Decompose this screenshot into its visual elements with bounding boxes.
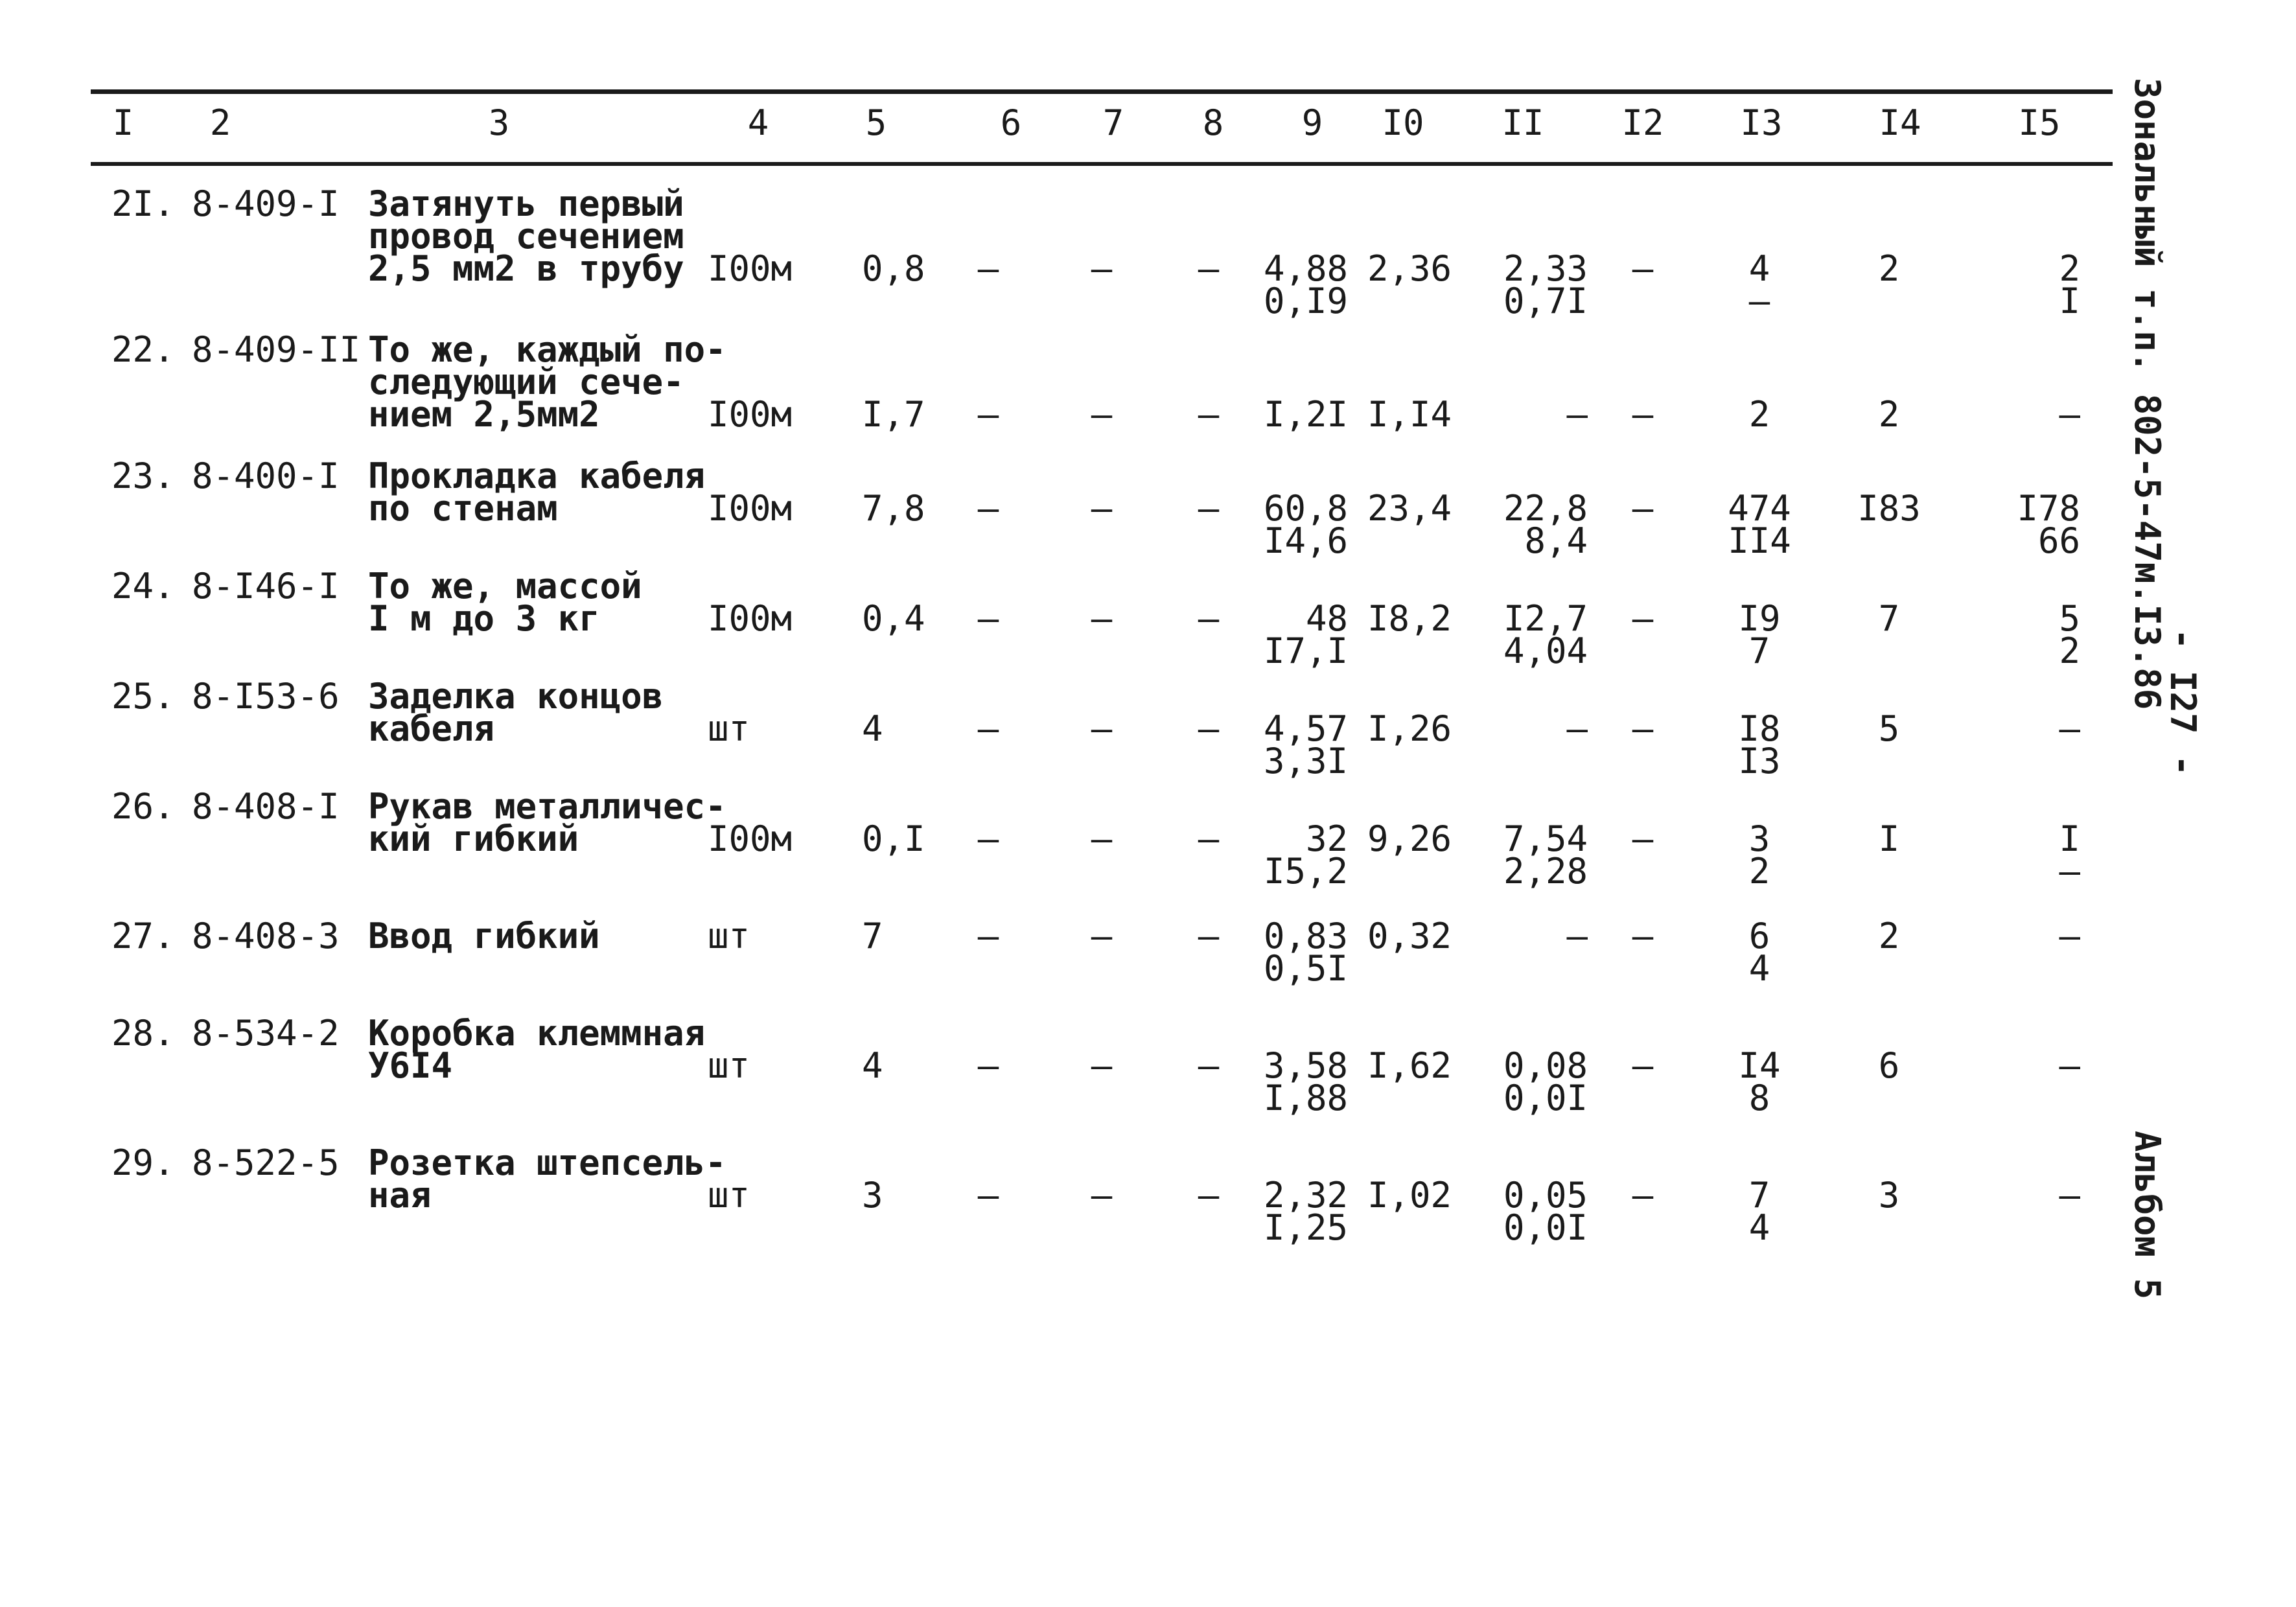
column-header-1: I: [112, 102, 134, 143]
row-col-13: [1711, 708, 1808, 781]
row-quantity: 4: [862, 708, 883, 749]
row-col-14: 2: [1878, 394, 1900, 435]
row-col-13-line: 7: [1748, 1175, 1770, 1216]
row-col-13-line: I9: [1738, 598, 1781, 639]
row-c12: –: [1632, 708, 1654, 749]
row-col-15-line: –: [2059, 851, 2080, 892]
row-col-11-line: 2,33: [1503, 248, 1588, 289]
row-col-10: 9,26: [1367, 818, 1452, 859]
row-col-13: [1711, 916, 1808, 989]
row-col-13: [1711, 394, 1808, 435]
column-header-9: 9: [1301, 102, 1323, 143]
row-c8: –: [1198, 488, 1220, 529]
column-header-12: I2: [1621, 102, 1664, 143]
row-code: 8-I53-6: [192, 676, 340, 717]
column-header-4: 4: [747, 102, 769, 143]
row-col-13: [1711, 1175, 1808, 1248]
row-col-10: 0,32: [1367, 916, 1452, 956]
table-row: [0, 786, 2296, 920]
row-col-9-line: I,25: [1263, 1207, 1348, 1248]
row-col-11: [1471, 1045, 1588, 1118]
row-col-10: 23,4: [1367, 488, 1452, 529]
row-col-11: [1471, 708, 1588, 749]
row-col-9: [1231, 598, 1348, 671]
row-c8: –: [1198, 1175, 1220, 1216]
row-col-9: [1231, 394, 1348, 435]
row-quantity: 0,4: [862, 598, 925, 639]
row-col-15-line: –: [2059, 394, 2080, 435]
row-col-13: [1711, 1045, 1808, 1118]
row-number: 28.: [111, 1013, 175, 1054]
row-col-9: [1231, 818, 1348, 892]
table-row: [0, 329, 2296, 463]
row-col-15: [1964, 1175, 2080, 1216]
column-header-5: 5: [865, 102, 887, 143]
row-col-15-line: I: [2059, 281, 2080, 321]
row-col-13: [1711, 818, 1808, 892]
row-c7: –: [1091, 818, 1113, 859]
row-c6: –: [977, 394, 999, 435]
row-col-11: [1471, 1175, 1588, 1248]
row-unit: шт: [708, 708, 750, 749]
row-col-11-line: 0,05: [1503, 1175, 1588, 1216]
row-col-9: [1231, 1175, 1348, 1248]
row-col-13-line: I4: [1738, 1045, 1781, 1086]
row-c7: –: [1091, 394, 1113, 435]
row-number: 29.: [111, 1142, 175, 1183]
column-header-15: I5: [2018, 102, 2061, 143]
row-c8: –: [1198, 248, 1220, 289]
row-c7: –: [1091, 1175, 1113, 1216]
row-col-11-line: I2,7: [1503, 598, 1588, 639]
row-c8: –: [1198, 708, 1220, 749]
row-col-13: [1711, 248, 1808, 321]
row-col-15-line: I: [2059, 818, 2080, 859]
row-col-9-line: 0,I9: [1263, 281, 1348, 321]
row-col-11-line: 2,28: [1503, 851, 1588, 892]
row-code: 8-534-2: [192, 1013, 340, 1054]
row-name: Заделка концов кабеля: [368, 676, 664, 749]
row-col-14: 7: [1878, 598, 1900, 639]
row-col-11-line: –: [1566, 708, 1588, 749]
row-col-9-line: 4,57: [1263, 708, 1348, 749]
row-col-11: [1471, 248, 1588, 321]
row-col-11: [1471, 394, 1588, 435]
row-col-10: I8,2: [1367, 598, 1452, 639]
row-name: Прокладка кабеля по стенам: [368, 456, 706, 529]
row-code: 8-409-II: [192, 329, 361, 370]
row-quantity: 0,8: [862, 248, 925, 289]
row-col-15-line: 2: [2059, 630, 2080, 671]
row-col-13-line: –: [1748, 281, 1770, 321]
row-col-14: 5: [1878, 708, 1900, 749]
row-col-11-line: 0,08: [1503, 1045, 1588, 1086]
row-col-15: [1964, 818, 2080, 892]
row-col-13-line: 3: [1748, 818, 1770, 859]
row-c7: –: [1091, 248, 1113, 289]
row-col-13-line: 7: [1748, 630, 1770, 671]
row-col-9-line: 4,88: [1263, 248, 1348, 289]
row-code: 8-400-I: [192, 456, 340, 496]
row-col-14: 6: [1878, 1045, 1900, 1086]
row-col-9-line: I4,6: [1263, 520, 1348, 561]
row-col-15: [1964, 488, 2080, 561]
row-code: 8-I46-I: [192, 566, 340, 607]
row-name: Ввод гибкий: [368, 916, 600, 956]
row-col-10: I,26: [1367, 708, 1452, 749]
row-c8: –: [1198, 598, 1220, 639]
column-header-14: I4: [1879, 102, 1921, 143]
column-header-13: I3: [1740, 102, 1783, 143]
row-col-13-line: 2: [1748, 851, 1770, 892]
row-col-9-line: 3,3I: [1263, 741, 1348, 781]
row-col-11-line: –: [1566, 916, 1588, 956]
row-col-13: [1711, 598, 1808, 671]
row-col-11: [1471, 598, 1588, 671]
row-number: 2I.: [111, 183, 175, 224]
side-title: Зональный т.п. 802-5-47м.I3.86: [2127, 78, 2168, 710]
album-label: Альбом 5: [2127, 1131, 2168, 1300]
row-col-11-line: 22,8: [1503, 488, 1588, 529]
row-col-9: [1231, 488, 1348, 561]
row-col-13-line: 6: [1748, 916, 1770, 956]
row-col-14: I: [1878, 818, 1900, 859]
row-c12: –: [1632, 818, 1654, 859]
row-number: 23.: [111, 456, 175, 496]
column-header-10: I0: [1382, 102, 1424, 143]
row-quantity: 0,I: [862, 818, 925, 859]
row-col-14: 3: [1878, 1175, 1900, 1216]
row-col-9-line: I,88: [1263, 1078, 1348, 1118]
row-quantity: 7,8: [862, 488, 925, 529]
row-c8: –: [1198, 394, 1220, 435]
row-name: То же, каждый по- следующий сече- нием 2,5мм2: [368, 329, 726, 435]
row-name: Затянуть первый провод сечением 2,5 мм2 в трубу: [368, 183, 684, 289]
row-col-15-line: –: [2059, 708, 2080, 749]
row-col-14: 2: [1878, 916, 1900, 956]
row-unit: I00м: [708, 248, 793, 289]
row-quantity: I,7: [862, 394, 925, 435]
row-col-9-line: 0,83: [1263, 916, 1348, 956]
row-quantity: 7: [862, 916, 883, 956]
column-header-3: 3: [488, 102, 510, 143]
row-col-15-line: I78: [2017, 488, 2080, 529]
row-col-14: 2: [1878, 248, 1900, 289]
row-col-10: I,62: [1367, 1045, 1452, 1086]
row-col-13-line: I3: [1738, 741, 1781, 781]
row-c8: –: [1198, 916, 1220, 956]
row-c12: –: [1632, 916, 1654, 956]
row-col-9-line: 32: [1305, 818, 1348, 859]
row-name: Рукав металличес- кий гибкий: [368, 786, 726, 859]
row-col-15: [1964, 598, 2080, 671]
row-col-15-line: –: [2059, 1045, 2080, 1086]
row-col-15: [1964, 916, 2080, 956]
row-col-13-line: 4: [1748, 1207, 1770, 1248]
row-col-15: [1964, 1045, 2080, 1086]
row-c6: –: [977, 1175, 999, 1216]
row-unit: шт: [708, 916, 750, 956]
row-col-11: [1471, 818, 1588, 892]
row-col-9: [1231, 916, 1348, 989]
row-c7: –: [1091, 916, 1113, 956]
row-c6: –: [977, 818, 999, 859]
row-code: 8-408-3: [192, 916, 340, 956]
row-c6: –: [977, 916, 999, 956]
page-number: - I27 -: [2163, 629, 2203, 776]
row-name: Коробка клеммная У6I4: [368, 1013, 706, 1086]
row-c7: –: [1091, 598, 1113, 639]
row-col-9: [1231, 708, 1348, 781]
row-col-9-line: I5,2: [1263, 851, 1348, 892]
row-c12: –: [1632, 1175, 1654, 1216]
row-unit: I00м: [708, 598, 793, 639]
row-c6: –: [977, 708, 999, 749]
row-col-15: [1964, 708, 2080, 749]
row-col-13-line: I8: [1738, 708, 1781, 749]
row-c12: –: [1632, 598, 1654, 639]
row-col-13-line: 4: [1748, 948, 1770, 989]
row-number: 27.: [111, 916, 175, 956]
row-col-13-line: II4: [1728, 520, 1791, 561]
row-col-9-line: 2,32: [1263, 1175, 1348, 1216]
row-number: 25.: [111, 676, 175, 717]
row-col-11-line: 7,54: [1503, 818, 1588, 859]
table-row: [0, 1013, 2296, 1147]
row-col-10: I,02: [1367, 1175, 1452, 1216]
row-number: 24.: [111, 566, 175, 607]
column-header-11: II: [1502, 102, 1544, 143]
row-c12: –: [1632, 1045, 1654, 1086]
row-col-11: [1471, 488, 1588, 561]
row-col-11-line: 8,4: [1524, 520, 1588, 561]
row-col-9-line: 48: [1305, 598, 1348, 639]
table-row: [0, 183, 2296, 321]
row-c7: –: [1091, 708, 1113, 749]
column-header-2: 2: [209, 102, 231, 143]
row-c12: –: [1632, 488, 1654, 529]
row-col-15-line: 66: [2037, 520, 2080, 561]
row-c6: –: [977, 1045, 999, 1086]
row-col-11-line: 0,0I: [1503, 1207, 1588, 1248]
row-col-10: 2,36: [1367, 248, 1452, 289]
row-col-15: [1964, 248, 2080, 321]
row-col-13-line: 4: [1748, 248, 1770, 289]
row-col-15: [1964, 394, 2080, 435]
row-number: 22.: [111, 329, 175, 370]
row-unit: I00м: [708, 394, 793, 435]
row-c6: –: [977, 598, 999, 639]
row-unit: I00м: [708, 488, 793, 529]
column-header-6: 6: [1000, 102, 1022, 143]
row-col-10: I,I4: [1367, 394, 1452, 435]
row-quantity: 4: [862, 1045, 883, 1086]
row-unit: шт: [708, 1045, 750, 1086]
row-col-11-line: 0,7I: [1503, 281, 1588, 321]
row-code: 8-409-I: [192, 183, 340, 224]
row-name: Розетка штепсель- ная: [368, 1142, 726, 1216]
row-col-11-line: –: [1566, 394, 1588, 435]
row-c6: –: [977, 248, 999, 289]
row-col-13-line: 474: [1728, 488, 1791, 529]
row-c12: –: [1632, 394, 1654, 435]
row-c7: –: [1091, 488, 1113, 529]
row-c6: –: [977, 488, 999, 529]
row-col-9-line: 3,58: [1263, 1045, 1348, 1086]
row-col-9: [1231, 1045, 1348, 1118]
column-header-7: 7: [1102, 102, 1124, 143]
row-col-9-line: 0,5I: [1263, 948, 1348, 989]
row-c8: –: [1198, 818, 1220, 859]
row-name: То же, массой I м до 3 кг: [368, 566, 642, 639]
row-col-13-line: 8: [1748, 1078, 1770, 1118]
column-header-8: 8: [1202, 102, 1224, 143]
row-unit: шт: [708, 1175, 750, 1216]
row-col-15-line: –: [2059, 916, 2080, 956]
row-col-11-line: 4,04: [1503, 630, 1588, 671]
row-col-14: I83: [1857, 488, 1921, 529]
row-c7: –: [1091, 1045, 1113, 1086]
row-c12: –: [1632, 248, 1654, 289]
row-col-15-line: 2: [2059, 248, 2080, 289]
row-col-9-line: I,2I: [1263, 394, 1348, 435]
row-col-13-line: 2: [1748, 394, 1770, 435]
row-col-9-line: I7,I: [1263, 630, 1348, 671]
table-row: [0, 1142, 2296, 1277]
row-number: 26.: [111, 786, 175, 827]
row-col-9: [1231, 248, 1348, 321]
row-col-15-line: 5: [2059, 598, 2080, 639]
row-col-13: [1711, 488, 1808, 561]
row-col-9-line: 60,8: [1263, 488, 1348, 529]
row-code: 8-408-I: [192, 786, 340, 827]
row-col-15-line: –: [2059, 1175, 2080, 1216]
row-col-11: [1471, 916, 1588, 956]
row-code: 8-522-5: [192, 1142, 340, 1183]
row-quantity: 3: [862, 1175, 883, 1216]
row-unit: I00м: [708, 818, 793, 859]
row-col-11-line: 0,0I: [1503, 1078, 1588, 1118]
row-c8: –: [1198, 1045, 1220, 1086]
